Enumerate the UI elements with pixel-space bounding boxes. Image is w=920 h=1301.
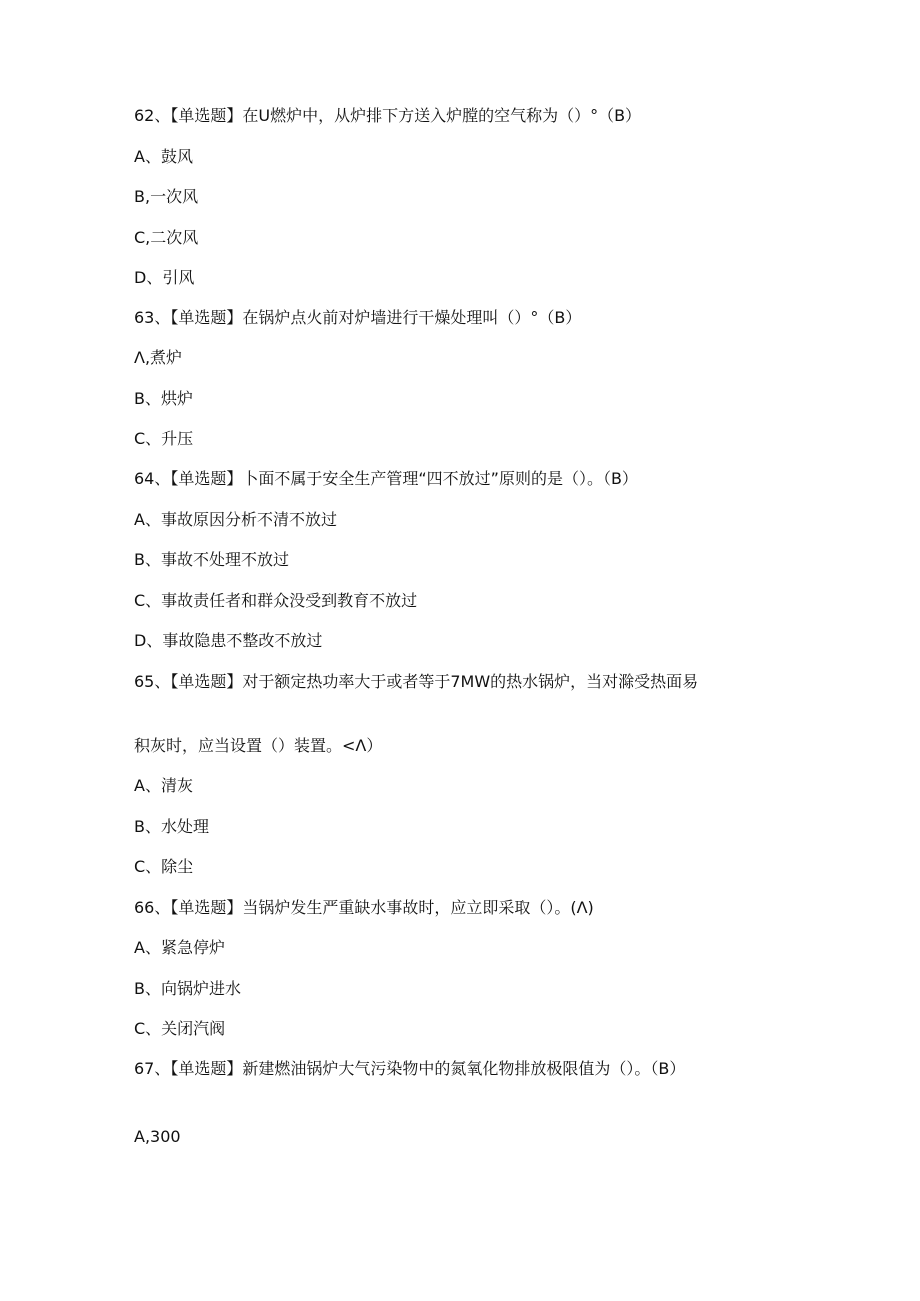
option-b: B,一次风 [134, 187, 199, 206]
option-a: A、紧急停炉 [134, 938, 225, 957]
option-a: Λ,煮炉 [134, 348, 183, 367]
question-65: 65、【单选题】对于额定热功率大于或者等于7MW的热水锅炉，当对滁受热面易 [134, 672, 699, 691]
option-c: C、升压 [134, 429, 194, 448]
option-c: C、事故责任者和群众没受到教育不放过 [134, 591, 418, 610]
option-c: C、除尘 [134, 857, 194, 876]
question-66: 66、【单选题】当锅炉发生严重缺水事故时，应立即采取（）。(Λ) [134, 898, 594, 917]
option-a: A、鼓风 [134, 147, 193, 166]
question-63: 63、【单选题】在锅炉点火前对炉墙进行干燥处理叫（）°（B） [134, 308, 582, 327]
option-d: D、事故隐患不整改不放过 [134, 631, 323, 650]
option-a: A、清灰 [134, 776, 193, 795]
option-a: A、事故原因分析不清不放过 [134, 510, 337, 529]
question-64: 64、【单选题】卜面不属于安全生产管理“四不放过”原则的是（）。（B） [134, 469, 638, 488]
option-b: B、向锅炉进水 [134, 979, 241, 998]
option-c: C,二次风 [134, 228, 199, 247]
option-a: A,300 [134, 1127, 181, 1146]
option-b: B、烘炉 [134, 389, 193, 408]
option-b: B、事故不处理不放过 [134, 550, 289, 569]
question-67: 67、【单选题】新建燃油锅炉大气污染物中的氮氧化物排放极限值为（）。（B） [134, 1059, 686, 1078]
option-b: B、水处理 [134, 817, 209, 836]
option-c: C、关闭汽阀 [134, 1019, 226, 1038]
question-62: 62、【单选题】在U燃炉中，从炉排下方送入炉膛的空气称为（）°（B） [134, 106, 642, 125]
option-d: D、引风 [134, 268, 195, 287]
question-65-continuation: 积灰时，应当设置（）装置。<Λ） [134, 736, 383, 755]
